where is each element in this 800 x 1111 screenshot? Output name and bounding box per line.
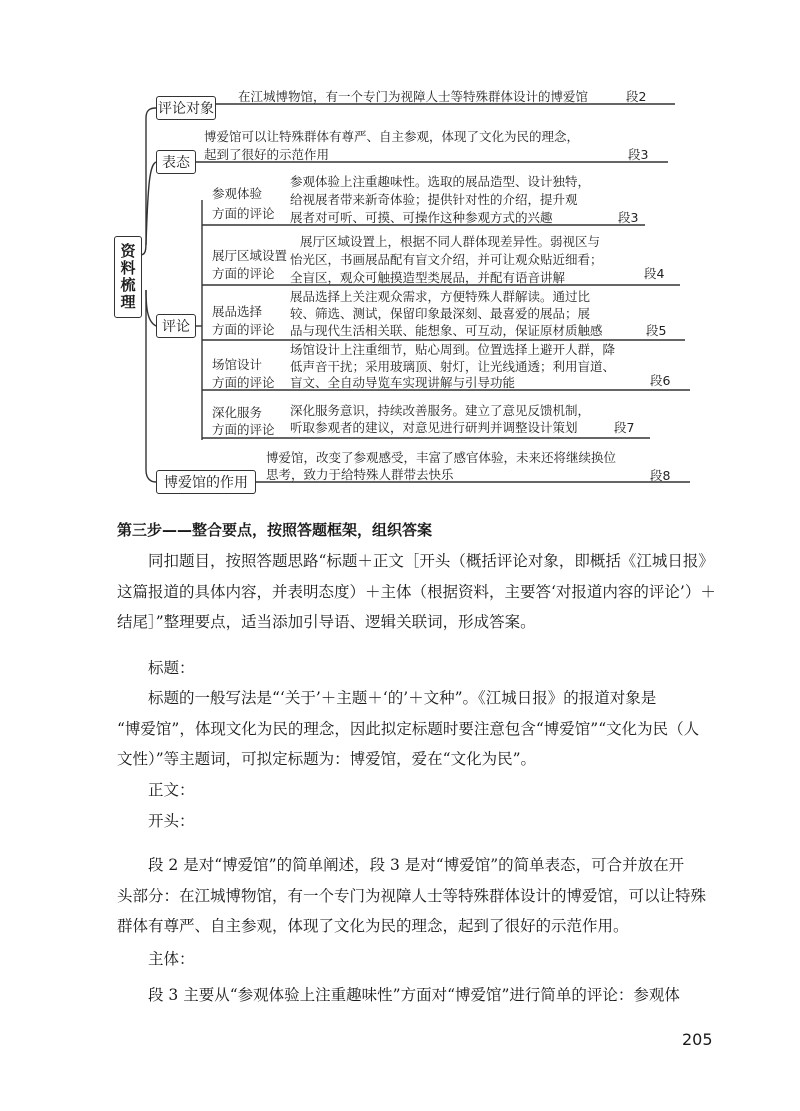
sub-topic-text: 场馆设计上注重细节，贴心周到。位置选择上避开人群，降: [290, 342, 616, 357]
sub-topic-label: 展厅区域设置: [212, 248, 288, 263]
text-line: 标题的一般写法是“‘关于’＋主题＋‘的’＋文种”。《江城日报》的报道对象是: [148, 689, 657, 707]
label-body: 正文：: [148, 781, 195, 799]
sub-topic-text: 怡光区，书画展品配有盲文介绍，并可让观众贴近细看；: [290, 252, 603, 267]
branch-text: 思考，致力于给特殊人群带去快乐: [266, 467, 454, 482]
sub-topic-text: 低声音干扰；采用玻璃顶、射灯，让光线通透；利用盲道、: [290, 359, 616, 374]
paragraph-tag: 段2: [626, 89, 647, 104]
text-line: 这篇报道的具体内容，并表明态度）＋主体（根据资料，主要答‘对报道内容的评论’）＋: [117, 582, 716, 601]
label-main: 主体：: [148, 950, 195, 968]
sub-topic-label: 场馆设计: [212, 357, 263, 372]
paragraph-opening: [117, 850, 707, 942]
sub-topic-text: 展品选择上关注观众需求，方便特殊人群解读。通过比: [290, 289, 591, 304]
sub-topic-label: 方面的评论: [212, 266, 275, 281]
sub-topic-label: 方面的评论: [212, 206, 275, 221]
text-line: 头部分：在江城博物馆，有一个专门为视障人士等特殊群体设计的博爱馆，可以让特殊: [117, 886, 707, 905]
branch-text: 博爱馆可以让特殊群体有尊严、自主参观，体现了文化为民的理念，: [204, 129, 580, 144]
text-line: 段 3 主要从“参观体验上注重趣味性”方面对“博爱馆”进行简单的评论：参观体: [148, 986, 680, 1004]
label-opening: 开头：: [148, 812, 195, 830]
sub-topic-text: 展者对可听、可摸、可操作这种参观方式的兴趣: [290, 210, 553, 225]
paragraph-tag: 段3: [628, 147, 649, 162]
branch-attitude: [156, 150, 196, 174]
page-number: 205: [682, 1030, 713, 1049]
branch-evaluation-object: [156, 96, 216, 120]
sub-topic-label: 方面的评论: [212, 422, 275, 437]
paragraph-tag: 段7: [614, 420, 635, 435]
root-label: 资料梳理: [118, 243, 137, 311]
sub-topic-text: 参观体验上注重趣味性。选取的展品造型、设计独特，: [290, 174, 591, 189]
text-line: 结尾］”整理要点，适当添加引导语、逻辑关联词，形成答案。: [117, 613, 536, 631]
text-line: 段 2 是对“博爱馆”的简单阐述，段 3 是对“博爱馆”的简单表态，可合并放在开: [148, 856, 685, 874]
branch-label: 评论: [162, 319, 190, 335]
paragraph-tag: 段6: [650, 373, 671, 388]
sub-topic-text: 全盲区，观众可触摸造型类展品，并配有语音讲解: [290, 270, 566, 285]
sub-topic-label: 展品选择: [212, 304, 263, 319]
sub-topic-label: 方面的评论: [212, 375, 275, 390]
sub-topic-label: 方面的评论: [212, 322, 275, 337]
sub-topic-text: 品与现代生活相关联、能想象、可互动，保证原材质触感: [290, 323, 603, 338]
paragraph-tag: 段3: [618, 210, 639, 225]
mind-map-diagram: [0, 0, 800, 500]
sub-topic-text: 较、筛选、测试，保留印象最深刻、最喜爱的展品；展: [290, 306, 591, 321]
step-heading: 第三步——整合要点，按照答题框架，组织答案: [117, 521, 433, 539]
text-line: “博爱馆”，体现文化为民的理念，因此拟定标题时要注意包含“博爱馆”“文化为民（人: [117, 719, 700, 738]
sub-topic-label: 深化服务: [212, 405, 263, 420]
text-line: 文性）”等主题词，可拟定标题为：博爱馆，爱在“文化为民”。: [117, 750, 537, 768]
branch-label: 表态: [162, 155, 190, 171]
paragraph-tag: 段8: [650, 468, 671, 483]
paragraph-tag: 段4: [644, 266, 665, 281]
paragraph-main: [117, 980, 702, 1011]
paragraph-framework: [117, 546, 716, 638]
branch-commentary: [156, 314, 196, 338]
branch-label: 博爱馆的作用: [164, 475, 248, 491]
branch-text: 在江城博物馆，有一个专门为视障人士等特殊群体设计的博爱馆: [238, 89, 589, 104]
root-node: [114, 236, 142, 318]
branch-label: 评论对象: [158, 101, 214, 117]
branch-role: [156, 470, 256, 494]
sub-topic-label: 参观体验: [212, 186, 263, 201]
text-line: 群体有尊严、自主参观，体现了文化为民的理念，起到了很好的示范作用。: [117, 917, 629, 935]
sub-topic-text: 深化服务意识，持续改善服务。建立了意见反馈机制，: [290, 403, 591, 418]
paragraph-tag: 段5: [646, 323, 667, 338]
sub-topic-text: 听取参观者的建议，对意见进行研判并调整设计策划: [290, 420, 578, 435]
branch-text: 起到了很好的示范作用: [204, 147, 330, 162]
sub-topic-text: 盲文、全自动导览车实现讲解与引导功能: [290, 375, 516, 390]
label-title: 标题：: [148, 659, 195, 677]
branch-text: 博爱馆，改变了参观感受，丰富了感官体验，未来还将继续换位: [266, 450, 617, 465]
sub-topic-text: 展厅区域设置上，根据不同人群体现差异性。弱视区与: [300, 234, 601, 249]
sub-topic-text: 给视展者带来新奇体验；提供针对性的介绍，提升观: [290, 192, 578, 207]
paragraph-title: [117, 683, 702, 775]
text-line: 同扣题目，按照答题思路“标题＋正文［开头（概括评论对象，即概括《江城日报》: [148, 552, 714, 570]
